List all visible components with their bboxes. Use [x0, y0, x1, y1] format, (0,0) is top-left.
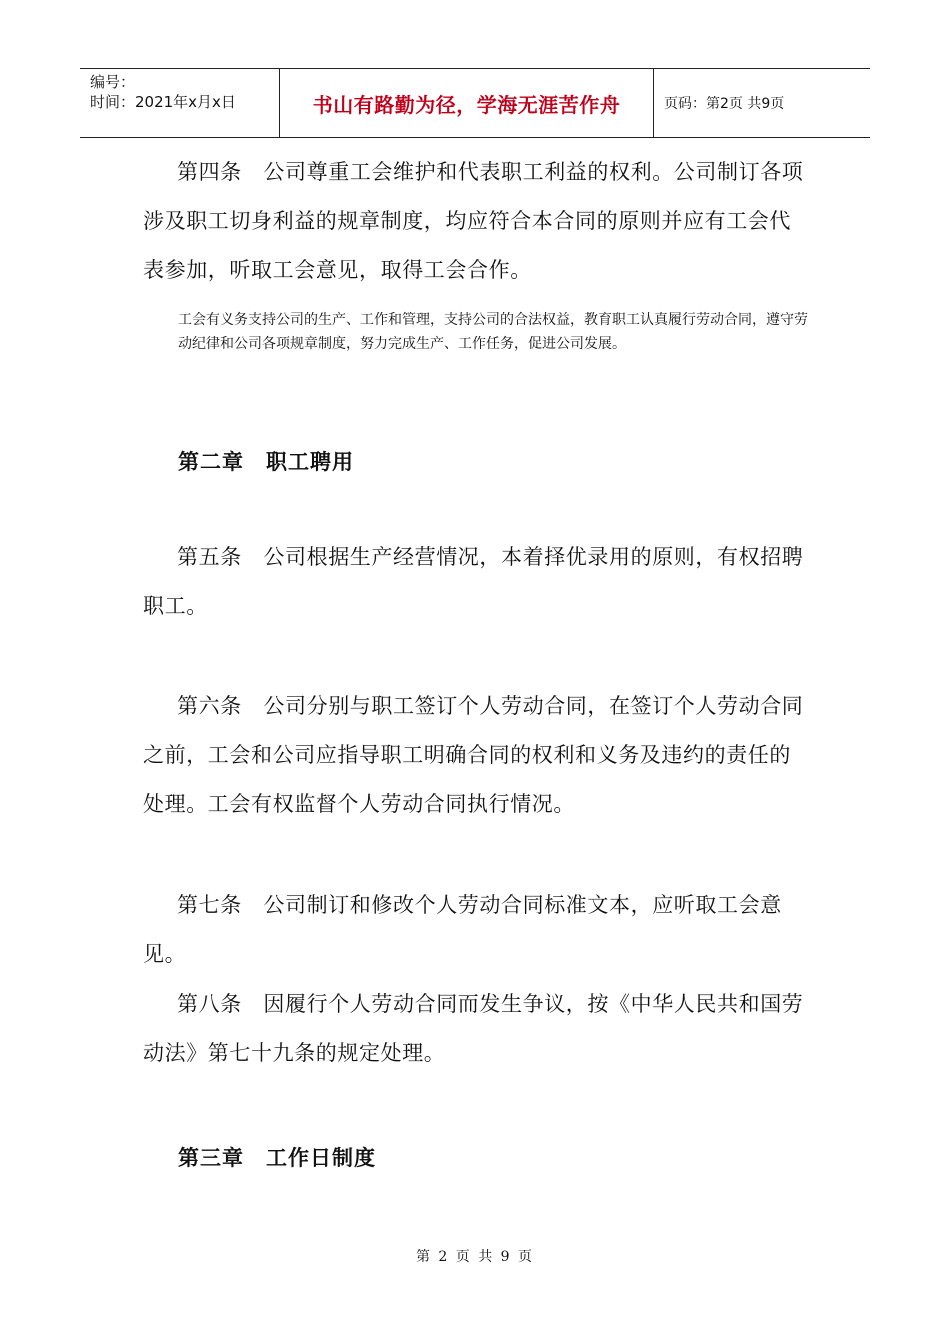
article-4: 第四条 公司尊重工会维护和代表职工利益的权利。公司制订各项涉及职工切身利益的规章制度，均应符合本合同的原则并应有工会代表参加，听取工会意见，取得工会合作。 [143, 160, 804, 282]
document-header [80, 68, 870, 138]
chapter-2-heading: 第二章 职工聘用 [178, 449, 354, 474]
header-page-info: 页码：第2页 共9页 [664, 96, 785, 112]
article-6: 第六条 公司分别与职工签订个人劳动合同，在签订个人劳动合同之前，工会和公司应指导职工明确合同的权利和义务及违约的责任的处理。工会有权监督个人劳动合同执行情况。 [143, 694, 804, 816]
chapter-3-heading: 第三章 工作日制度 [178, 1145, 376, 1170]
page-footer: 第 2 页 共 9 页 [415, 1249, 535, 1265]
serial-number-label: 编号： [90, 73, 136, 91]
article-7: 第七条 公司制订和修改个人劳动合同标准文本，应听取工会意见。 [143, 893, 782, 966]
header-meta-cell [80, 69, 280, 137]
date-label: 时间：2021年x月x日 [90, 93, 236, 111]
article-8: 第八条 因履行个人劳动合同而发生争议，按《中华人民共和国劳动法》第七十九条的规定处理。 [143, 992, 804, 1065]
article-4-note: 工会有义务支持公司的生产、工作和管理，支持公司的合法权益，教育职工认真履行劳动合同，遵守劳动纪律和公司各项规章制度，努力完成生产、工作任务，促进公司发展。 [178, 312, 808, 352]
article-5: 第五条 公司根据生产经营情况，本着择优录用的原则，有权招聘职工。 [143, 545, 804, 618]
header-motto: 书山有路勤为径，学海无涯苦作舟 [280, 69, 654, 137]
